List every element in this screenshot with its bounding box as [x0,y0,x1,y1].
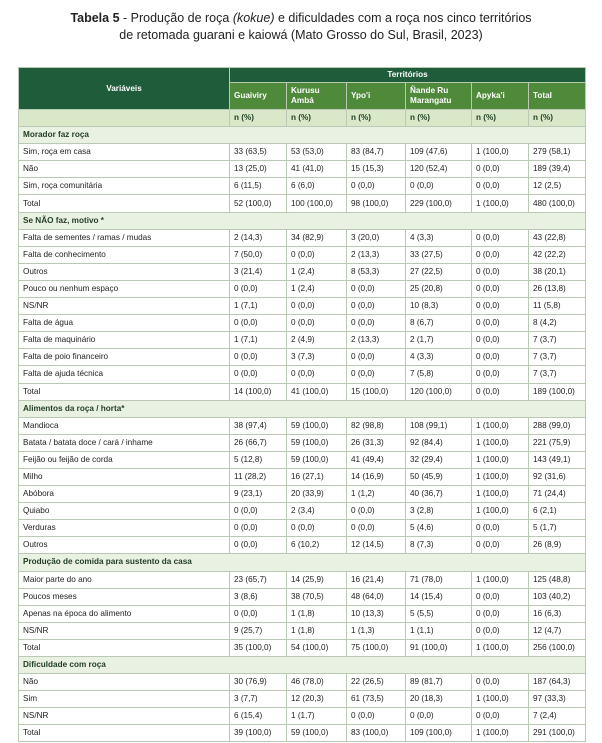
table-cell: 0 (0,0) [472,229,529,246]
table-cell: 26 (13,8) [529,280,586,297]
header-variables: Variáveis [19,68,230,110]
table-cell: 291 (100,0) [529,725,586,742]
table-cell: 0 (0,0) [287,520,347,537]
table-cell: 50 (45,9) [406,468,472,485]
data-table [18,67,586,742]
table-cell: 108 (99,1) [406,417,472,434]
table-cell: 3 (7,7) [230,691,287,708]
table-cell: 0 (0,0) [406,708,472,725]
table-cell: 0 (0,0) [472,246,529,263]
table-cell: 6 (11,5) [230,178,287,195]
table-cell: 189 (39,4) [529,161,586,178]
table-cell: 1 (1,1) [406,622,472,639]
table-cell: 288 (99,0) [529,417,586,434]
table-cell: 3 (20,0) [347,229,406,246]
table-cell: 1 (7,1) [230,332,287,349]
table-cell: 0 (0,0) [347,366,406,383]
row-label: Poucos meses [19,588,230,605]
table-row [19,280,586,297]
table-row [19,468,586,485]
table-cell: 1 (100,0) [472,486,529,503]
table-cell: 8 (7,3) [406,537,472,554]
row-label: Maior parte do ano [19,571,230,588]
table-cell: 0 (0,0) [472,622,529,639]
table-cell: 0 (0,0) [287,366,347,383]
table-cell: 0 (0,0) [406,178,472,195]
table-cell: 1 (100,0) [472,503,529,520]
table-cell: 59 (100,0) [287,417,347,434]
table-cell: 100 (100,0) [287,195,347,212]
table-cell: 32 (29,4) [406,451,472,468]
table-cell: 12 (2,5) [529,178,586,195]
table-row [19,349,586,366]
section-title: Dificuldade com roça [19,657,586,674]
table-cell: 33 (27,5) [406,246,472,263]
table-cell: 54 (100,0) [287,639,347,656]
table-cell: 3 (21,4) [230,263,287,280]
table-cell: 89 (81,7) [406,674,472,691]
row-label: Sim, roça em casa [19,144,230,161]
table-cell: 1 (2,4) [287,263,347,280]
table-cell: 39 (100,0) [230,725,287,742]
table-cell: 1 (100,0) [472,434,529,451]
table-cell: 2 (13,3) [347,332,406,349]
table-row [19,195,586,212]
table-cell: 3 (2,8) [406,503,472,520]
table-cell: 6 (2,1) [529,503,586,520]
table-cell: 120 (100,0) [406,383,472,400]
table-row [19,246,586,263]
row-label: Falta de sementes / ramas / mudas [19,229,230,246]
row-label: NS/NR [19,708,230,725]
table-cell: 3 (8,6) [230,588,287,605]
table-cell: 14 (25,9) [287,571,347,588]
table-cell: 256 (100,0) [529,639,586,656]
table-row [19,605,586,622]
table-cell: 0 (0,0) [347,520,406,537]
table-cell: 0 (0,0) [287,298,347,315]
table-cell: 1 (1,8) [287,605,347,622]
table-cell: 0 (0,0) [472,366,529,383]
caption-label: Tabela 5 [70,11,120,25]
table-cell: 61 (73,5) [347,691,406,708]
table-cell: 10 (8,3) [406,298,472,315]
table-cell: 5 (4,6) [406,520,472,537]
table-cell: 59 (100,0) [287,451,347,468]
table-row [19,571,586,588]
row-label: Não [19,674,230,691]
table-row [19,725,586,742]
table-cell: 0 (0,0) [230,280,287,297]
section-header-row [19,212,586,229]
row-label: Milho [19,468,230,485]
caption-line-2: de retomada guarani e kaiowá (Mato Grosso do Sul, Brasil, 2023) [119,28,483,42]
column-unit: n (%) [529,110,586,127]
caption-line-1 [0,10,602,27]
table-cell: 221 (75,9) [529,434,586,451]
column-header: Ñande Ru Marangatu [406,83,472,110]
table-cell: 1 (100,0) [472,468,529,485]
table-row [19,451,586,468]
row-label: Falta de água [19,315,230,332]
table-caption [0,0,602,44]
row-label: Outros [19,263,230,280]
table-row [19,178,586,195]
table-cell: 71 (24,4) [529,486,586,503]
header-territories: Territórios [230,68,586,83]
table-cell: 16 (27,1) [287,468,347,485]
table-cell: 7 (3,7) [529,332,586,349]
table-row [19,315,586,332]
table-cell: 7 (50,0) [230,246,287,263]
row-label: Mandioca [19,417,230,434]
table-cell: 38 (97,4) [230,417,287,434]
table-cell: 92 (31,6) [529,468,586,485]
column-unit: n (%) [347,110,406,127]
table-cell: 8 (53,3) [347,263,406,280]
row-label: Quiabo [19,503,230,520]
table-cell: 8 (4,2) [529,315,586,332]
table-cell: 5 (12,8) [230,451,287,468]
table-cell: 1 (1,3) [347,622,406,639]
table-cell: 1 (1,8) [287,622,347,639]
table-cell: 52 (100,0) [230,195,287,212]
table-cell: 26 (8,9) [529,537,586,554]
table-cell: 20 (33,9) [287,486,347,503]
table-row [19,708,586,725]
column-unit: n (%) [472,110,529,127]
table-row [19,366,586,383]
table-cell: 1 (100,0) [472,144,529,161]
table-cell: 41 (100,0) [287,383,347,400]
table-cell: 11 (28,2) [230,468,287,485]
table-cell: 1 (100,0) [472,195,529,212]
column-header: Guaiviry [230,83,287,110]
table-cell: 12 (4,7) [529,622,586,639]
table-cell: 0 (0,0) [230,537,287,554]
table-row [19,383,586,400]
table-cell: 20 (18,3) [406,691,472,708]
table-cell: 82 (98,8) [347,417,406,434]
column-header: Kurusu Ambá [287,83,347,110]
table-cell: 16 (6,3) [529,605,586,622]
table-cell: 0 (0,0) [472,588,529,605]
table-cell: 3 (7,3) [287,349,347,366]
table-cell: 2 (4,9) [287,332,347,349]
table-cell: 15 (100,0) [347,383,406,400]
table-cell: 1 (100,0) [472,417,529,434]
table-cell: 0 (0,0) [347,503,406,520]
table-cell: 34 (82,9) [287,229,347,246]
table-row [19,332,586,349]
table-row [19,588,586,605]
table-row [19,229,586,246]
row-label: Pouco ou nenhum espaço [19,280,230,297]
table-cell: 0 (0,0) [347,298,406,315]
table-cell: 35 (100,0) [230,639,287,656]
row-label: Total [19,725,230,742]
row-label: Falta de conhecimento [19,246,230,263]
section-title: Produção de comida para sustento da casa [19,554,586,571]
section-title: Alimentos da roça / horta* [19,400,586,417]
table-cell: 46 (78,0) [287,674,347,691]
table-cell: 0 (0,0) [472,349,529,366]
table-cell: 16 (21,4) [347,571,406,588]
row-label: Sim [19,691,230,708]
column-unit: n (%) [230,110,287,127]
table-row [19,691,586,708]
table-row [19,417,586,434]
table-cell: 11 (5,8) [529,298,586,315]
table-cell: 2 (1,7) [406,332,472,349]
table-cell: 12 (20,3) [287,691,347,708]
table-cell: 15 (15,3) [347,161,406,178]
table-cell: 91 (100,0) [406,639,472,656]
table-cell: 1 (1,7) [287,708,347,725]
table-cell: 59 (100,0) [287,434,347,451]
table-cell: 0 (0,0) [230,503,287,520]
table-cell: 41 (41,0) [287,161,347,178]
table-cell: 9 (23,1) [230,486,287,503]
table-cell: 22 (26,5) [347,674,406,691]
row-label: NS/NR [19,622,230,639]
table-cell: 0 (0,0) [230,315,287,332]
table-cell: 7 (5,8) [406,366,472,383]
table-cell: 43 (22,8) [529,229,586,246]
table-cell: 4 (3,3) [406,229,472,246]
table-cell: 83 (100,0) [347,725,406,742]
table-cell: 1 (2,4) [287,280,347,297]
table-cell: 1 (100,0) [472,725,529,742]
table-cell: 10 (13,3) [347,605,406,622]
table-cell: 27 (22,5) [406,263,472,280]
table-cell: 26 (31,3) [347,434,406,451]
table-cell: 6 (15,4) [230,708,287,725]
row-label: Apenas na época do alimento [19,605,230,622]
table-cell: 7 (3,7) [529,349,586,366]
table-cell: 30 (76,9) [230,674,287,691]
table-cell: 0 (0,0) [472,263,529,280]
table-cell: 40 (36,7) [406,486,472,503]
table-row [19,144,586,161]
table-row [19,298,586,315]
table-cell: 75 (100,0) [347,639,406,656]
table-cell: 14 (15,4) [406,588,472,605]
row-label: Sim, roça comunitária [19,178,230,195]
table-cell: 0 (0,0) [347,280,406,297]
table-row [19,161,586,178]
table-cell: 4 (3,3) [406,349,472,366]
table-cell: 0 (0,0) [347,315,406,332]
table-cell: 0 (0,0) [472,708,529,725]
table-cell: 120 (52,4) [406,161,472,178]
row-label: Total [19,383,230,400]
table-cell: 103 (40,2) [529,588,586,605]
table-cell: 38 (70,5) [287,588,347,605]
table-cell: 189 (100,0) [529,383,586,400]
row-label: Batata / batata doce / cará / inhame [19,434,230,451]
table-cell: 42 (22,2) [529,246,586,263]
row-label: Não [19,161,230,178]
table-cell: 0 (0,0) [472,520,529,537]
column-header: Ypo'i [347,83,406,110]
table-cell: 1 (100,0) [472,691,529,708]
table-row [19,622,586,639]
table-cell: 187 (64,3) [529,674,586,691]
table-cell: 13 (25,0) [230,161,287,178]
table-cell: 0 (0,0) [230,366,287,383]
table-row [19,486,586,503]
table-cell: 41 (49,4) [347,451,406,468]
row-label: Abóbora [19,486,230,503]
table-cell: 14 (16,9) [347,468,406,485]
table-cell: 83 (84,7) [347,144,406,161]
table-cell: 1 (100,0) [472,639,529,656]
table-cell: 0 (0,0) [472,178,529,195]
table-cell: 1 (7,1) [230,298,287,315]
table-cell: 12 (14,5) [347,537,406,554]
table-cell: 0 (0,0) [230,349,287,366]
table-cell: 109 (100,0) [406,725,472,742]
table-cell: 125 (48,8) [529,571,586,588]
row-label: Feijão ou feijão de corda [19,451,230,468]
table-cell: 229 (100,0) [406,195,472,212]
table-cell: 38 (20,1) [529,263,586,280]
table-cell: 0 (0,0) [287,315,347,332]
table-cell: 0 (0,0) [472,332,529,349]
table-cell: 2 (14,3) [230,229,287,246]
table-row [19,520,586,537]
table-cell: 0 (0,0) [472,298,529,315]
table-cell: 0 (0,0) [230,605,287,622]
table-cell: 0 (0,0) [472,537,529,554]
column-header: Apyka'i [472,83,529,110]
table-cell: 92 (84,4) [406,434,472,451]
table-cell: 8 (6,7) [406,315,472,332]
table-cell: 0 (0,0) [472,280,529,297]
table-cell: 98 (100,0) [347,195,406,212]
table-cell: 0 (0,0) [287,246,347,263]
column-unit: n (%) [287,110,347,127]
table-cell: 6 (6,0) [287,178,347,195]
section-title: Morador faz roça [19,127,586,144]
row-label: Verduras [19,520,230,537]
section-title: Se NÃO faz, motivo * [19,212,586,229]
table-cell: 2 (3,4) [287,503,347,520]
table-cell: 279 (58,1) [529,144,586,161]
caption-text-post: e dificuldades com a roça nos cinco territórios [274,11,532,25]
table-cell: 0 (0,0) [230,520,287,537]
section-header-row [19,554,586,571]
section-header-row [19,127,586,144]
table-cell: 143 (49,1) [529,451,586,468]
table-cell: 109 (47,6) [406,144,472,161]
row-label: Outros [19,537,230,554]
table-cell: 1 (100,0) [472,571,529,588]
table-cell: 26 (66,7) [230,434,287,451]
caption-text-italic: (kokue) [232,11,275,25]
table-cell: 6 (10,2) [287,537,347,554]
table-cell: 480 (100,0) [529,195,586,212]
column-unit: n (%) [406,110,472,127]
table-cell: 0 (0,0) [472,674,529,691]
table-cell: 59 (100,0) [287,725,347,742]
header-unit-blank [19,110,230,127]
table-cell: 0 (0,0) [472,605,529,622]
table-cell: 97 (33,3) [529,691,586,708]
table-cell: 2 (13,3) [347,246,406,263]
table-cell: 9 (25,7) [230,622,287,639]
table-cell: 0 (0,0) [347,349,406,366]
section-header-row [19,400,586,417]
table-cell: 7 (2,4) [529,708,586,725]
table-cell: 14 (100,0) [230,383,287,400]
table-cell: 7 (3,7) [529,366,586,383]
table-cell: 5 (1,7) [529,520,586,537]
table-row [19,537,586,554]
section-header-row [19,657,586,674]
table-cell: 25 (20,8) [406,280,472,297]
table-cell: 1 (100,0) [472,451,529,468]
caption-text-pre: - Produção de roça [119,11,233,25]
table-row [19,503,586,520]
table-cell: 0 (0,0) [472,315,529,332]
table-cell: 0 (0,0) [347,178,406,195]
table-cell: 0 (0,0) [472,383,529,400]
row-label: Falta de poio financeiro [19,349,230,366]
table-row [19,639,586,656]
table-cell: 5 (5,5) [406,605,472,622]
table-row [19,434,586,451]
table-cell: 1 (1,2) [347,486,406,503]
table-cell: 23 (65,7) [230,571,287,588]
table-cell: 71 (78,0) [406,571,472,588]
row-label: Falta de maquinário [19,332,230,349]
column-header: Total [529,83,586,110]
table-row [19,263,586,280]
row-label: Total [19,639,230,656]
table-cell: 0 (0,0) [347,708,406,725]
table-cell: 0 (0,0) [472,161,529,178]
table-cell: 48 (64,0) [347,588,406,605]
table-cell: 33 (63,5) [230,144,287,161]
table-row [19,674,586,691]
row-label: NS/NR [19,298,230,315]
table-cell: 53 (53,0) [287,144,347,161]
row-label: Total [19,195,230,212]
row-label: Falta de ajuda técnica [19,366,230,383]
